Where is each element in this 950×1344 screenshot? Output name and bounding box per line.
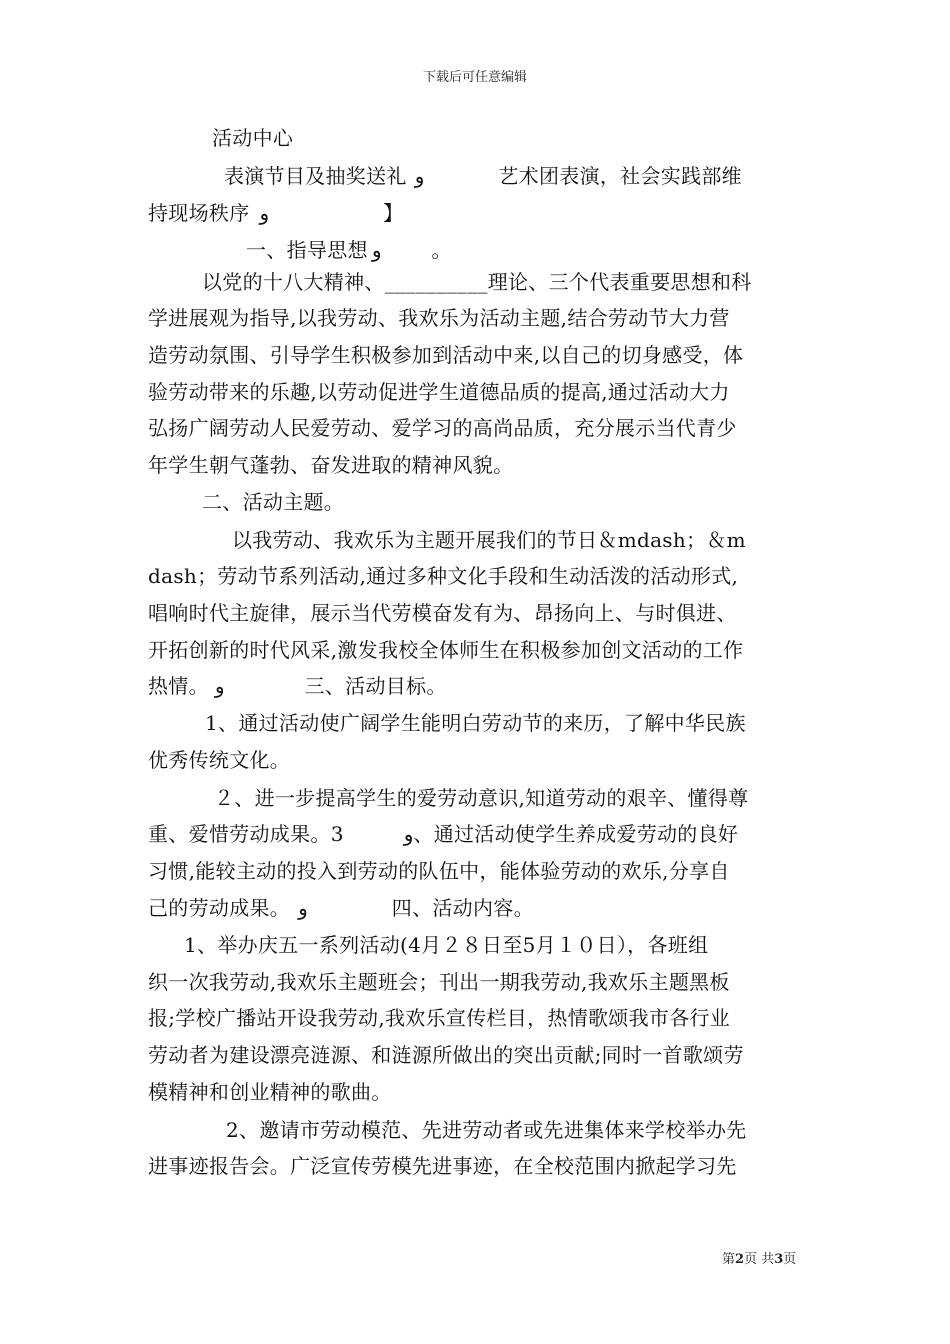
text-line: 1、举办庆五一系列活动(4月２８日至5月１０日），各班组 [184,933,709,957]
section-heading: 一、指导思想 [246,238,368,262]
text-line: 唱响时代主旋律，展示当代劳模奋发有为、昂扬向上、与时俱进、 [148,601,737,625]
text-fragment: 热情。 [148,674,209,698]
text-fragment: 。 [431,238,452,262]
text-line: ２、进一步提高学生的爱劳动意识,知道劳动的艰辛、懂得尊 [214,786,749,810]
text-line: dash；劳动节系列活动,通过多种文化手段和生动活泼的活动形式, [148,564,739,588]
stray-glyph: و [371,238,382,262]
text-line: 进事迹报告会。广泛宣传劳模先进事迹，在全校范围内掀起学习先 [148,1154,737,1178]
text-line: 1、通过活动使广阔学生能明白劳动节的来历，了解中华民族 [205,711,746,735]
section-heading: 四、活动内容。 [391,896,534,920]
section-heading: 三、活动目标。 [304,674,447,698]
text-line: 验劳动带来的乐趣,以劳动促进学生道德品质的提高,通过活动大力 [148,380,730,404]
bracket-glyph: 】 [383,201,404,225]
text-fragment: 、通过活动使学生养成爱劳动的良好 [413,822,739,846]
total-page-count: 3 [774,1252,784,1267]
stray-glyph: و [298,896,308,920]
text-line: 优秀传统文化。 [148,748,291,772]
text-line [148,895,808,921]
text-fragment: 己的劳动成果。 [148,896,291,920]
text-line: 以党的十八大精神、__________理论、三个代表重要思想和科 [202,270,752,294]
page-header: 下载后可任意编辑 [422,70,527,85]
stray-glyph: و [403,822,414,846]
stray-glyph: و [414,164,425,188]
text-line: 报;学校广播站开设我劳动,我欢乐宣传栏目，热情歌颂我市各行业 [148,1006,731,1030]
page-footer [722,1248,796,1267]
text-line [148,673,808,699]
current-page-number: 2 [735,1252,745,1267]
text-line: 造劳动氛围、引导学生积极参加到活动中来,以自己的切身感受，体 [148,343,744,367]
text-line: 年学生朝气蓬勃、奋发进取的精神风貌。 [148,453,514,477]
text-line: 习惯,能较主动的投入到劳动的队伍中，能体验劳动的欢乐,分享自 [148,859,730,883]
footer-mid: 页 共 [744,1252,775,1267]
text-line: 开拓创新的时代风采,激发我校全体师生在积极参加创文活动的工作 [148,638,744,662]
text-fragment: 艺术团表演，社会实践部维 [498,164,742,188]
stray-glyph: و [259,201,270,225]
text-fragment: 持现场秩序 [148,201,250,225]
text-fragment: 重、爱惜劳动成果。3 [148,822,344,846]
text-line: 活动中心 [212,126,294,150]
text-line: 劳动者为建设漂亮涟源、和涟源所做出的突出贡献;同时一首歌颂劳 [148,1043,744,1067]
text-line: 学进展观为指导,以我劳动、我欢乐为活动主题,结合劳动节大力营 [148,306,730,330]
text-line: 模精神和创业精神的歌曲。 [148,1080,392,1104]
text-line: 弘扬广阔劳动人民爱劳动、爱学习的高尚品质，充分展示当代青少 [148,416,737,440]
text-line [246,237,906,263]
text-line [224,163,884,189]
text-line [148,200,808,226]
footer-suffix: 页 [783,1252,797,1267]
text-fragment: 表演节目及抽奖送礼 [224,164,407,188]
footer-prefix: 第 [722,1252,736,1267]
text-line: 织一次我劳动,我欢乐主题班会；刊出一期我劳动,我欢乐主题黑板 [148,970,730,994]
text-line: 2、邀请市劳动模范、先进劳动者或先进集体来学校举办先 [226,1118,747,1142]
stray-glyph: و [214,674,225,698]
text-line: 以我劳动、我欢乐为主题开展我们的节日＆mdash；＆m [232,528,746,552]
text-line [148,821,808,847]
section-heading: 二、活动主题。 [202,490,345,514]
